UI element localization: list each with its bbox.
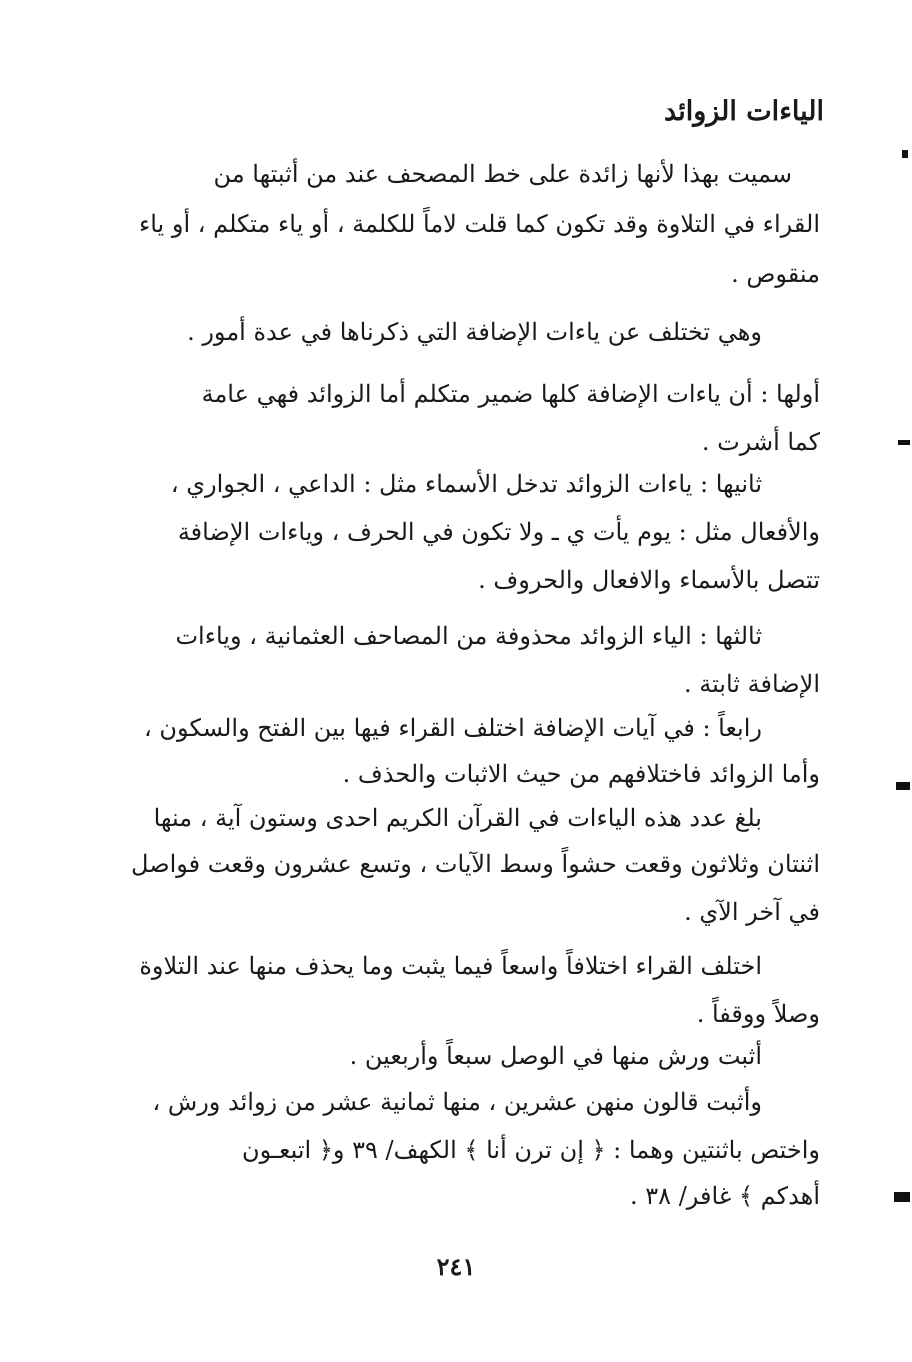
text-line: رابعاً : في آيات الإضافة اختلف القراء فيها بين الفتح والسكون ، xyxy=(144,714,762,742)
text-line: سميت بهذا لأنها زائدة على خط المصحف عند من أثبتها من xyxy=(213,160,792,188)
text-line: أهدكم ﴾ غافر/ ٣٨ . xyxy=(630,1182,820,1210)
text-line: واختص باثنتين وهما : ﴿ إن ترن أنا ﴾ الكهف/ ٣٩ و﴿ اتبعـون xyxy=(242,1136,820,1164)
text-line: القراء في التلاوة وقد تكون كما قلت لاماً للكلمة ، أو ياء متكلم ، أو ياء xyxy=(138,210,820,238)
text-line: أثبت ورش منها في الوصل سبعاً وأربعين . xyxy=(349,1042,762,1070)
text-line: والأفعال مثل : يوم يأت ي ـ ولا تكون في الحرف ، وياءات الإضافة xyxy=(177,518,820,546)
text-line: أولها : أن ياءات الإضافة كلها ضمير متكلم أما الزوائد فهي عامة xyxy=(201,380,820,408)
text-line: اثنتان وثلاثون وقعت حشواً وسط الآيات ، وتسع عشرون وقعت فواصل xyxy=(131,850,820,878)
scan-mark xyxy=(896,782,910,790)
page-number: ٢٤١ xyxy=(436,1252,476,1281)
section-heading: الياءات الزوائد xyxy=(664,96,824,127)
text-line: اختلف القراء اختلافاً واسعاً فيما يثبت وما يحذف منها عند التلاوة xyxy=(139,952,762,980)
text-line: ثانيها : ياءات الزوائد تدخل الأسماء مثل : الداعي ، الجواري ، xyxy=(170,470,762,498)
text-line: الإضافة ثابتة . xyxy=(683,670,820,698)
scan-mark xyxy=(898,440,910,445)
text-line: كما أشرت . xyxy=(701,428,820,456)
text-line: تتصل بالأسماء والافعال والحروف . xyxy=(478,566,820,594)
scan-mark xyxy=(894,1192,910,1202)
text-line: وصلاً ووقفاً . xyxy=(696,1000,820,1028)
text-line: ثالثها : الياء الزوائد محذوفة من المصاحف العثمانية ، وياءات xyxy=(175,622,762,650)
text-line: وهي تختلف عن ياءات الإضافة التي ذكرناها في عدة أمور . xyxy=(187,318,762,346)
text-line: في آخر الآي . xyxy=(684,898,820,926)
text-line: منقوص . xyxy=(731,260,820,288)
text-line: وأما الزوائد فاختلافهم من حيث الاثبات والحذف . xyxy=(342,760,820,788)
text-line: وأثبت قالون منهن عشرين ، منها ثمانية عشر من زوائد ورش ، xyxy=(152,1088,762,1116)
text-line: بلغ عدد هذه الياءات في القرآن الكريم احدى وستون آية ، منها xyxy=(153,804,762,832)
scan-mark xyxy=(902,150,908,158)
